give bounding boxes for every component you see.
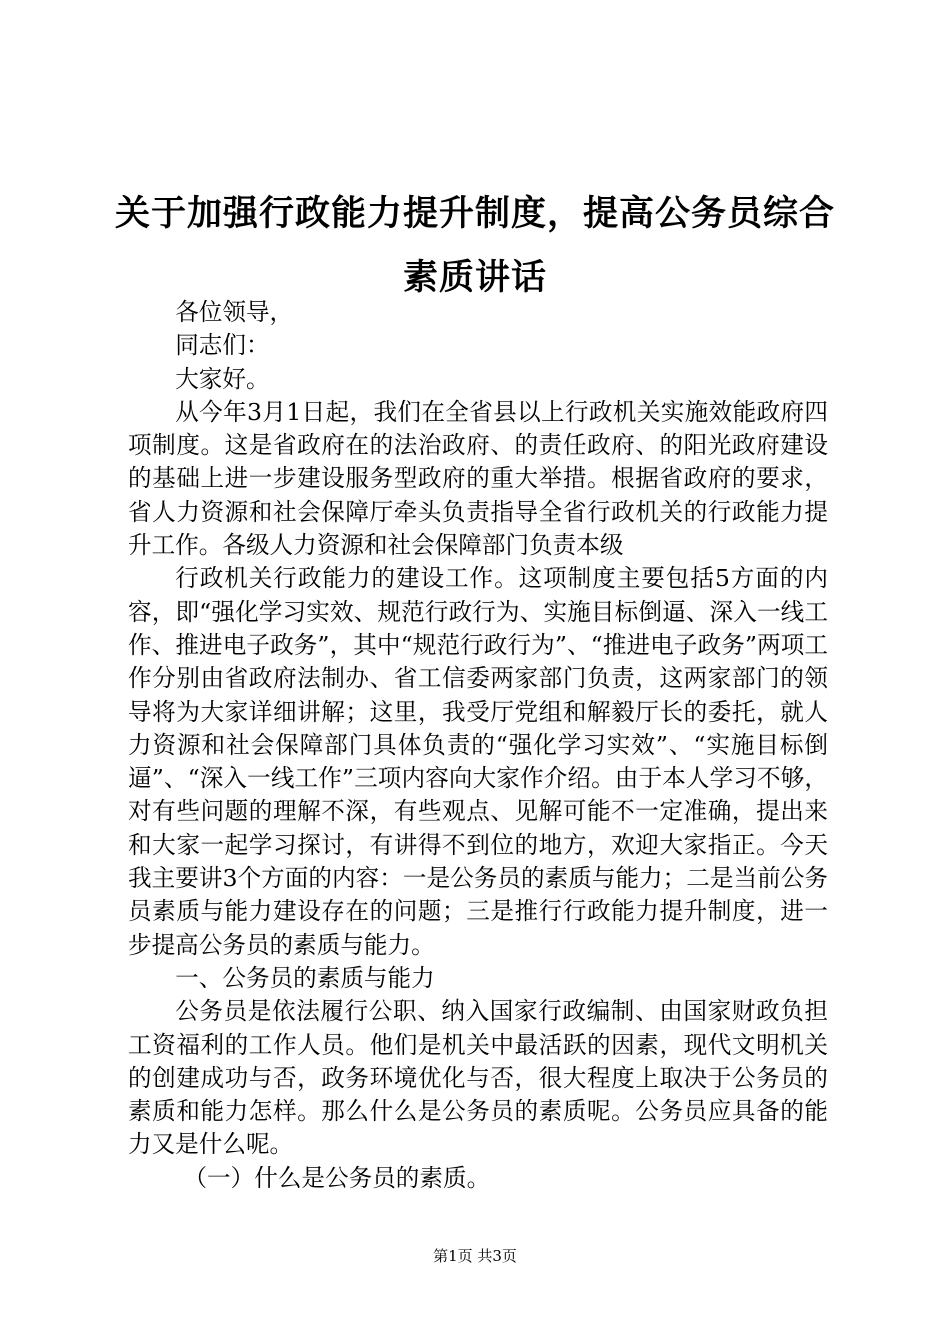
section-heading: 一、公务员的素质与能力 — [175, 963, 435, 992]
document-title-line-2: 素质讲话 — [402, 257, 547, 298]
greeting: 大家好。 — [175, 364, 270, 393]
salutation-leaders: 各位领导， — [175, 298, 294, 326]
salutation-comrades: 同志们： — [175, 331, 270, 360]
document-body — [128, 296, 828, 1195]
subsection-heading: （一）什么是公务员的素质。 — [183, 1163, 491, 1192]
body-paragraph: 从今年3月1日起，我们在全省县以上行政机关实施效能政府四项制度。这是省政府在的法治政府、的责任政府、的阳光政府建设的基础上进一步建设服务型政府的重大举措。根据省政府的要求，省人力资源和社会保障厅牵头负责指导全省行政机关的行政能力提升工作。各级人力资源和社会保障部门负责本级 — [128, 397, 828, 560]
body-paragraph: 公务员是依法履行公职、纳入国家行政编制、由国家财政负担工资福利的工作人员。他们是机关中最活跃的因素，现代文明机关的创建成功与否，政务环境优化与否，很大程度上取决于公务员的素质和能力怎样。那么什么是公务员的素质呢。公务员应具备的能力又是什么呢。 — [128, 997, 828, 1159]
body-paragraph: 行政机关行政能力的建设工作。这项制度主要包括5方面的内容，即“强化学习实效、规范行政行为、实施目标倒逼、深入一线工作、推进电子政务”，其中“规范行政行为”、“推进电子政务”两项工作分别由省政府法制办、省工信委两家部门负责，这两家部门的领导将为大家详细讲解；这里，我受厅党组和解毅厅长的委托，就人力资源和社会保障部门具体负责的“强化学习实效”、“实施目标倒逼”、“深入一线工作”三项内容向大家作介绍。由于本人学习不够，对有些问题的理解不深，有些观点、见解可能不一定准确，提出来和大家一起学习探讨，有讲得不到位的地方，欢迎大家指正。今天我主要讲3个方面的内容：一是公务员的素质与能力；二是当前公务员素质与能力建设存在的问题；三是推行行政能力提升制度，进一步提高公务员的素质与能力。 — [128, 564, 828, 959]
page-footer: 第1页 共3页 — [433, 1247, 517, 1265]
document-title-line-1: 关于加强行政能力提升制度，提高公务员综合 — [114, 193, 835, 234]
